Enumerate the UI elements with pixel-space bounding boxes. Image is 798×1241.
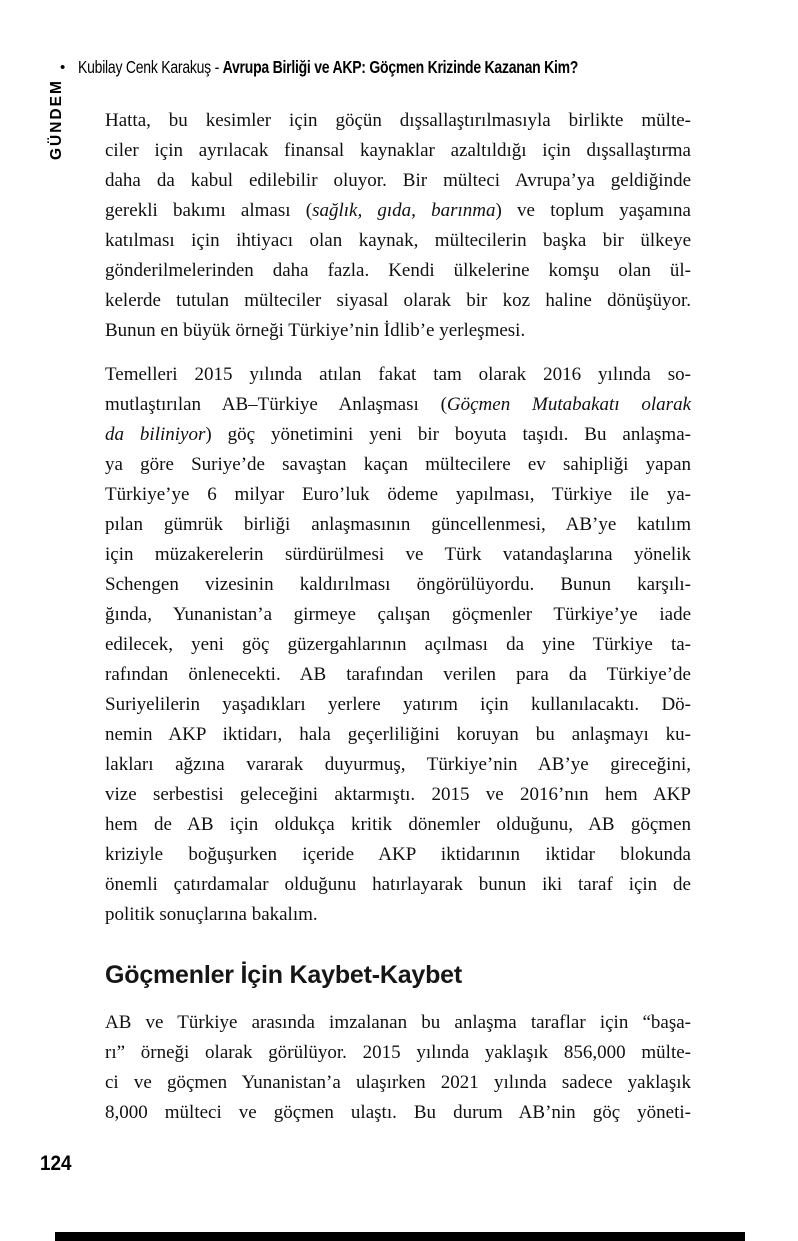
page-number: 124 xyxy=(40,1152,72,1175)
text-segment: gönderilmelerinden daha fazla. Kendi ülkelerine komşu olan ül- xyxy=(105,260,691,281)
text-line xyxy=(105,600,691,630)
text-line xyxy=(105,316,691,346)
text-segment: Hatta, bu kesimler için göçün dışsallaştırılmasıyla birlikte mülte- xyxy=(105,110,691,131)
text-line xyxy=(105,510,691,540)
body-text-column xyxy=(105,106,691,1142)
text-line xyxy=(105,196,691,226)
text-line xyxy=(105,1038,691,1068)
paragraph-group-top xyxy=(105,106,691,930)
text-line xyxy=(105,1098,691,1128)
text-line xyxy=(105,1008,691,1038)
text-segment: rafından önlenecekti. AB tarafından verilen para da Türkiye’de xyxy=(105,664,691,685)
text-segment: ) göç yönetimini yeni bir boyuta taşıdı. Bu anlaşma- xyxy=(205,424,691,445)
text-segment: AB ve Türkiye arasında imzalanan bu anlaşma taraflar için “başa- xyxy=(105,1012,691,1033)
text-segment: vize serbestisi geleceğini aktarmıştı. 2015 ve 2016’nın hem AKP xyxy=(105,784,691,805)
text-segment: daha da kabul edilebilir oluyor. Bir mülteci Avrupa’ya geldiğinde xyxy=(105,170,691,191)
text-segment: kriziyle boğuşurken içeride AKP iktidarının iktidar blokunda xyxy=(105,844,691,865)
text-line xyxy=(105,660,691,690)
text-segment: ya göre Suriye’de savaştan kaçan mültecilere ev sahipliği yapan xyxy=(105,454,691,475)
text-segment: 8,000 mülteci ve göçmen ulaştı. Bu durum AB’nin göç yöneti- xyxy=(105,1102,691,1123)
text-segment: katılması için ihtiyacı olan kaynak, mültecilerin başka bir ülkeye xyxy=(105,230,691,251)
bottom-edge-bar xyxy=(55,1232,745,1241)
text-line xyxy=(105,226,691,256)
text-line xyxy=(105,690,691,720)
section-sidebar-label: GÜNDEM xyxy=(48,79,65,160)
text-line xyxy=(105,420,691,450)
italic-text-segment: sağlık, gıda, barınma xyxy=(312,200,496,221)
text-segment: mutlaştırılan AB–Türkiye Anlaşması ( xyxy=(105,394,447,415)
text-line xyxy=(105,450,691,480)
text-line xyxy=(105,780,691,810)
text-line xyxy=(105,136,691,166)
text-line xyxy=(105,166,691,196)
text-segment: edilecek, yeni göç güzergahlarının açılması da yine Türkiye ta- xyxy=(105,634,691,655)
text-segment: politik sonuçlarına bakalım. xyxy=(105,904,318,925)
text-segment: için müzakerelerin sürdürülmesi ve Türk vatandaşlarına yönelik xyxy=(105,544,691,565)
text-line xyxy=(105,390,691,420)
text-segment: Temelleri 2015 yılında atılan fakat tam olarak 2016 yılında so- xyxy=(105,364,691,385)
text-line xyxy=(105,810,691,840)
text-segment: ğında, Yunanistan’a girmeye çalışan göçmenler Türkiye’ye iade xyxy=(105,604,691,625)
paragraph xyxy=(105,360,691,930)
text-line xyxy=(105,540,691,570)
text-segment: Suriyelilerin yaşadıkları yerlere yatırım için kullanılacaktı. Dö- xyxy=(105,694,691,715)
text-line xyxy=(105,840,691,870)
text-line xyxy=(105,630,691,660)
text-segment: Türkiye’ye 6 milyar Euro’luk ödeme yapılması, Türkiye ile ya- xyxy=(105,484,691,505)
text-segment: Schengen vizesinin kaldırılması öngörülüyordu. Bunun karşılı- xyxy=(105,574,691,595)
text-line xyxy=(105,720,691,750)
running-header xyxy=(78,57,578,78)
text-line xyxy=(105,286,691,316)
paragraph-group-bottom xyxy=(105,1008,691,1128)
header-article-title: Avrupa Birliği ve AKP: Göçmen Krizinde Kazanan Kim? xyxy=(222,57,579,77)
text-line xyxy=(105,480,691,510)
text-segment: ) ve toplum yaşamına xyxy=(495,200,691,221)
italic-text-segment: Göçmen Mutabakatı olarak xyxy=(446,394,691,415)
text-segment: ciler için ayrılacak finansal kaynaklar azaltıldığı için dışsallaştırma xyxy=(105,140,691,161)
text-line xyxy=(105,870,691,900)
header-bullet-icon: • xyxy=(60,59,66,76)
text-line xyxy=(105,750,691,780)
paragraph xyxy=(105,1008,691,1128)
text-line xyxy=(105,1068,691,1098)
text-segment: önemli çatırdamalar olduğunu hatırlayarak bunun iki taraf için de xyxy=(105,874,691,895)
section-heading: Göçmenler İçin Kaybet-Kaybet xyxy=(105,961,463,989)
text-segment: gerekli bakımı alması ( xyxy=(105,200,313,221)
text-segment: lakları ağzına vararak duyurmuş, Türkiye’nin AB’ye gireceğini, xyxy=(105,754,691,775)
header-author: Kubilay Cenk Karakuş - xyxy=(78,57,223,77)
text-line xyxy=(105,570,691,600)
text-segment: nemin AKP iktidarı, hala geçerliliğini koruyan bu anlaşmayı ku- xyxy=(105,724,691,745)
text-line xyxy=(105,360,691,390)
text-line xyxy=(105,106,691,136)
text-segment: Bunun en büyük örneği Türkiye’nin İdlib’e yerleşmesi. xyxy=(105,320,526,341)
text-segment: rı” örneği olarak görülüyor. 2015 yılında yaklaşık 856,000 mülte- xyxy=(105,1042,691,1063)
text-line xyxy=(105,256,691,286)
text-line xyxy=(105,900,691,930)
text-segment: pılan gümrük birliği anlaşmasının güncellenmesi, AB’ye katılım xyxy=(105,514,691,535)
text-segment: kelerde tutulan mülteciler siyasal olarak bir koz haline dönüşüyor. xyxy=(105,290,691,311)
italic-text-segment: da biliniyor xyxy=(105,424,206,445)
paragraph xyxy=(105,106,691,346)
text-segment: hem de AB için oldukça kritik dönemler olduğunu, AB göçmen xyxy=(105,814,691,835)
text-segment: ci ve göçmen Yunanistan’a ulaşırken 2021 yılında sadece yaklaşık xyxy=(105,1072,691,1093)
